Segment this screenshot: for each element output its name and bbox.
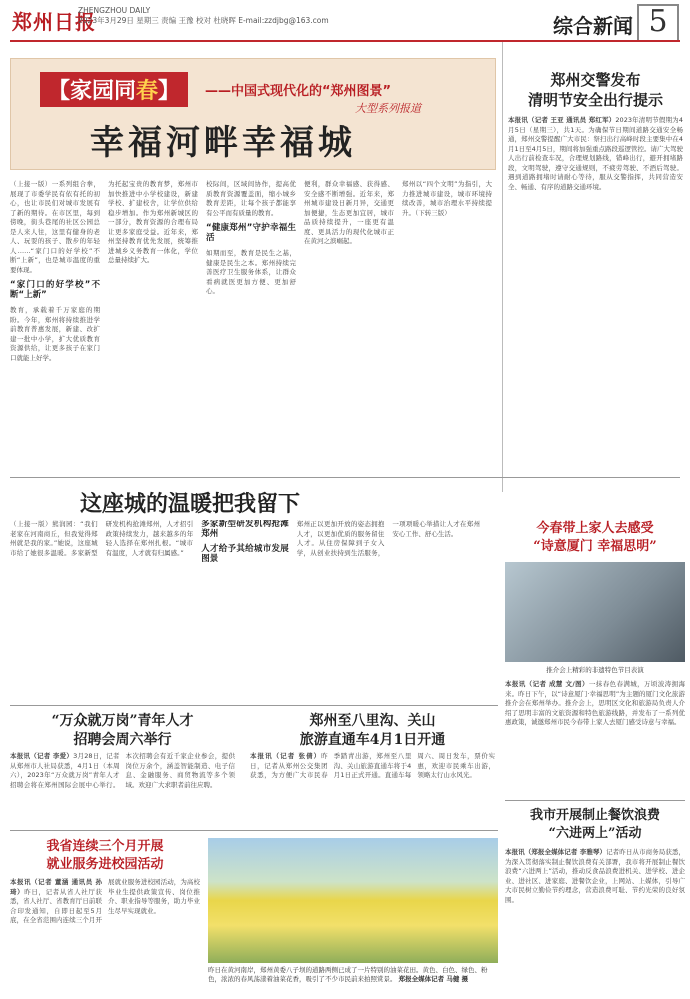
main-story-col2 <box>108 180 198 470</box>
column-divider <box>502 42 503 492</box>
bus-text: 昨日，记者从郑州公交集团获悉，为方便广大市民春季踏青出游，郑州至八里沟、关山旅游直通车将于4月1日正式开通。直通车每周六、周日发车，票价实惠，欢迎市民乘车出游，领略太行山水风光。 <box>250 752 495 779</box>
xiamen-headline <box>505 520 685 556</box>
main-col1-text: （上接一版）一系列组合拳，展现了市委学民有依有托的初心，也让市民们对城市发展有了新的期待。在市区里，每到傍晚，街头巷尾的社区公园总是人来人往，这里有健身的老人、玩耍的孩子、散步的年轻人……“家门口的好学校”不断“上新”，也是城市温度的重要体现。 <box>10 180 100 274</box>
series-tag-prefix: 【家园同 <box>48 78 137 104</box>
jobs-headline <box>10 712 235 750</box>
xiamen-title-l1: 今春带上家人去感受 <box>536 521 654 536</box>
campus-headline <box>10 838 200 874</box>
city-subhead1: 多家新型研发机构抢滩郑州 <box>201 520 289 539</box>
campus-title-l1: 我省连续三个月开展 <box>46 839 164 854</box>
traffic-text: 2023年清明节假期为4月5日（星期三），共1天。为确保节日期间道路交通安全畅通，郑州交警提醒广大市民：祭扫出行高峰时段主要集中在4月1日至4月5日，期间将加强重点路段巡逻管控。请广大驾驶人出行前检查车况，合理规划路线，错峰出行，避开拥堵路段，文明驾驶，遵守交通规则，不疲劳驾驶、不酒后驾驶。遇到道路拥堵时请耐心等待，服从交警指挥，共同营造安全、畅通、有序的道路交通环境。 <box>508 116 683 191</box>
jobs-byline: 本报讯（记者 李爱） <box>10 752 74 760</box>
header-rule <box>10 40 680 42</box>
xiamen-text: 一抹春色春满城，万顷波涛拥海来。昨日下午，以“诗意厦门·幸福思明”为主题的厦门文化旅游推介会在郑州举办。推介会上，思明区文化和旅游局负责人介绍了思明丰富的文旅资源和特色旅游线路，并发布了一系列优惠政策，诚邀郑州市民今春带上家人去厦门感受诗意与幸福。 <box>505 680 685 726</box>
traffic-body <box>508 116 683 476</box>
xiamen-body <box>505 680 685 790</box>
jobs-body <box>10 752 235 827</box>
campus-byline: 本报讯（记者 董涵 通讯员 孙琦） <box>10 878 102 896</box>
series-label: 大型系列报道 <box>355 102 421 115</box>
main-col4-text: 便利，群众幸福感、获得感、安全感不断增强。近年来，郑州城市建设日新月异，交通更加便捷，生态更加宜居，城市品质持续提升，一座更有温度、更具活力的现代化城市正在黄河之滨崛起。 <box>304 180 394 245</box>
waste-title-l2: “六进两上”活动 <box>548 826 642 841</box>
divider-2 <box>10 705 498 706</box>
traffic-byline: 本报讯（记者 王亚 通讯员 郑红军） <box>508 116 616 124</box>
bus-title-l2: 旅游直通车4月1日开通 <box>299 732 446 748</box>
city-headline: 这座城的温暖把我留下 <box>80 491 301 517</box>
main-col3b-text: 如期而至，教育是民生之基，健康是民生之本。郑州持续完善医疗卫生服务体系，让群众看病就医更加方便、更加舒心。 <box>206 249 296 295</box>
bus-byline: 本报讯（记者 张倩） <box>250 752 322 760</box>
main-col5-text: 郑州以“四个文明”为指引，大力推进城市建设，城市环境持续改善，城市治理水平持续提升。（下转三版） <box>402 180 492 217</box>
main-subhead1: “家门口的好学校”不断“上新” <box>10 280 100 300</box>
jobs-text: 3月28日，记者从郑州市人社局获悉，4月1日（本周六），2023年“万众就万岗”青年人才招聘会将在郑州国际会展中心举行。本次招聘会有近千家企业参会，提供岗位万余个，涵盖智能制造、电子信息、金融服务、商贸物流等多个领域。欢迎广大求职者前往应聘。 <box>10 752 235 789</box>
xiamen-byline: 本报讯（记者 成慧 文/图） <box>505 680 589 688</box>
masthead-date-editor: 2023年3月29日 星期三 责编 王豫 校对 杜晓晖 E-mail:zzdjbg@163.com <box>78 16 329 25</box>
series-subtitle: ——中国式现代化的“郑州图景” <box>205 84 392 99</box>
city-text: （上接一版）熊润园：“我们老家在河南商丘，但我觉得郑州就是我的家。”她说，这座城市给了她很多温暖。多家新型研发机构抢滩郑州，人才招引政策持续发力，越来越多的年轻人选择在郑州扎根。“城市有温度，人才就有归属感。” <box>10 520 194 557</box>
photo-caption <box>208 966 498 984</box>
divider-3 <box>10 830 498 831</box>
main-col2-text: 为托起宝贵的教育梦，郑州市加快推进中小学校建设，新建学校、扩建校舍，让学位供给稳步增加。作为郑州新城区的一部分，教育资源的合理布局让更多家庭受益。近年来，郑州坚持教育优先发展，统筹推进城乡义务教育一体化，学位总量持续扩大。 <box>108 180 198 264</box>
jobs-title-l2: 招聘会周六举行 <box>73 732 172 748</box>
main-story-col4 <box>304 180 394 470</box>
photo-caption-text: 昨日在黄河南岸，郑州黄委八子坝的道路两侧已成了一片特别的油菜花田。黄色、白色、绿色、粉色，浓浓的春风荡漾着油菜花香，吸引了不少市民前来拍照赏景。 <box>208 966 488 983</box>
main-story-col1 <box>10 180 100 470</box>
xiamen-title-l2: “诗意厦门 幸福思明” <box>533 539 657 554</box>
divider-1 <box>10 477 680 478</box>
masthead-english: ZHENGZHOU DAILY <box>78 6 151 15</box>
series-tag <box>40 72 188 107</box>
traffic-headline <box>508 70 683 110</box>
masthead-meta <box>78 6 329 26</box>
series-tag-suffix: 】 <box>158 78 181 104</box>
waste-headline <box>505 807 685 843</box>
waste-byline: 本报讯（郑报全媒体记者 李雅琴） <box>505 848 607 856</box>
city-subhead2: 人才给予其给城市发展图景 <box>201 544 289 564</box>
bus-body <box>250 752 495 827</box>
page-number: 5 <box>637 4 679 42</box>
campus-text: 昨日，记者从省人社厅获悉，省人社厅、省教育厅日前联合印发通知，自即日起至5月底，在全省范围内连续三个月开展就业服务进校园活动，为高校毕业生提供政策宣传、岗位推介、职业指导等服务，助力毕业生尽早实现就业。 <box>10 878 200 924</box>
bus-title-l1: 郑州至八里沟、关山 <box>309 713 436 729</box>
jobs-title-l1: “万众就万岗”青年人才 <box>51 713 194 729</box>
rapeseed-field-photo <box>208 838 498 963</box>
xiamen-photo <box>505 562 685 662</box>
xiamen-photo-caption: 推介会上精彩的非遗特色节目表演 <box>546 666 644 674</box>
campus-title-l2: 就业服务进校园活动 <box>46 857 164 872</box>
waste-title-l1: 我市开展制止餐饮浪费 <box>529 808 660 823</box>
traffic-title-l2: 清明节安全出行提示 <box>527 91 663 109</box>
main-story-col5 <box>402 180 492 470</box>
traffic-title-l1: 郑州交警发布 <box>550 71 641 89</box>
bus-headline <box>250 712 495 750</box>
newspaper-logo: 郑州日报 <box>12 10 96 34</box>
section-name: 综合新闻 <box>553 14 633 38</box>
waste-body <box>505 848 685 993</box>
divider-4 <box>505 800 685 801</box>
campus-body <box>10 878 200 993</box>
main-col3-text: 校际间，区域间协作，提高优质教育资源覆盖面，缩小城乡教育差距，让每个孩子都能享有公平而有质量的教育。 <box>206 180 296 217</box>
main-headline: 幸福河畔幸福城 <box>90 123 356 163</box>
main-story-col3 <box>206 180 296 470</box>
main-subhead3: “健康郑州”守护幸福生活 <box>206 223 296 243</box>
main-col1b-text: 教育，承载着千万家庭的期盼。今年，郑州将持续推进学前教育普惠发展，新建、改扩建一批中小学，扩大优质教育资源供给，让更多孩子在家门口就能上好学。 <box>10 306 100 362</box>
city-text2: 郑州正以更加开放的姿态拥抱人才，以更加优质的服务留住人才。从住房保障到子女入学，从创业扶持到生活服务，一项项暖心举措让人才在郑州安心工作、舒心生活。 <box>296 520 480 557</box>
photo-credit: 郑报全媒体记者 马健 摄 <box>398 975 469 983</box>
series-tag-char: 春 <box>136 78 159 104</box>
waste-text: 记者昨日从市商务局获悉，为深入贯彻落实制止餐饮浪费有关部署，我市将开展制止餐饮浪费“六进两上”活动，推动反食品浪费进机关、进学校、进企业、进社区、进家庭、进餐饮企业，上网站、上媒体，引导广大市民树立勤俭节约理念，营造浪费可耻、节约光荣的良好氛围。 <box>505 848 685 904</box>
city-body <box>10 520 480 705</box>
